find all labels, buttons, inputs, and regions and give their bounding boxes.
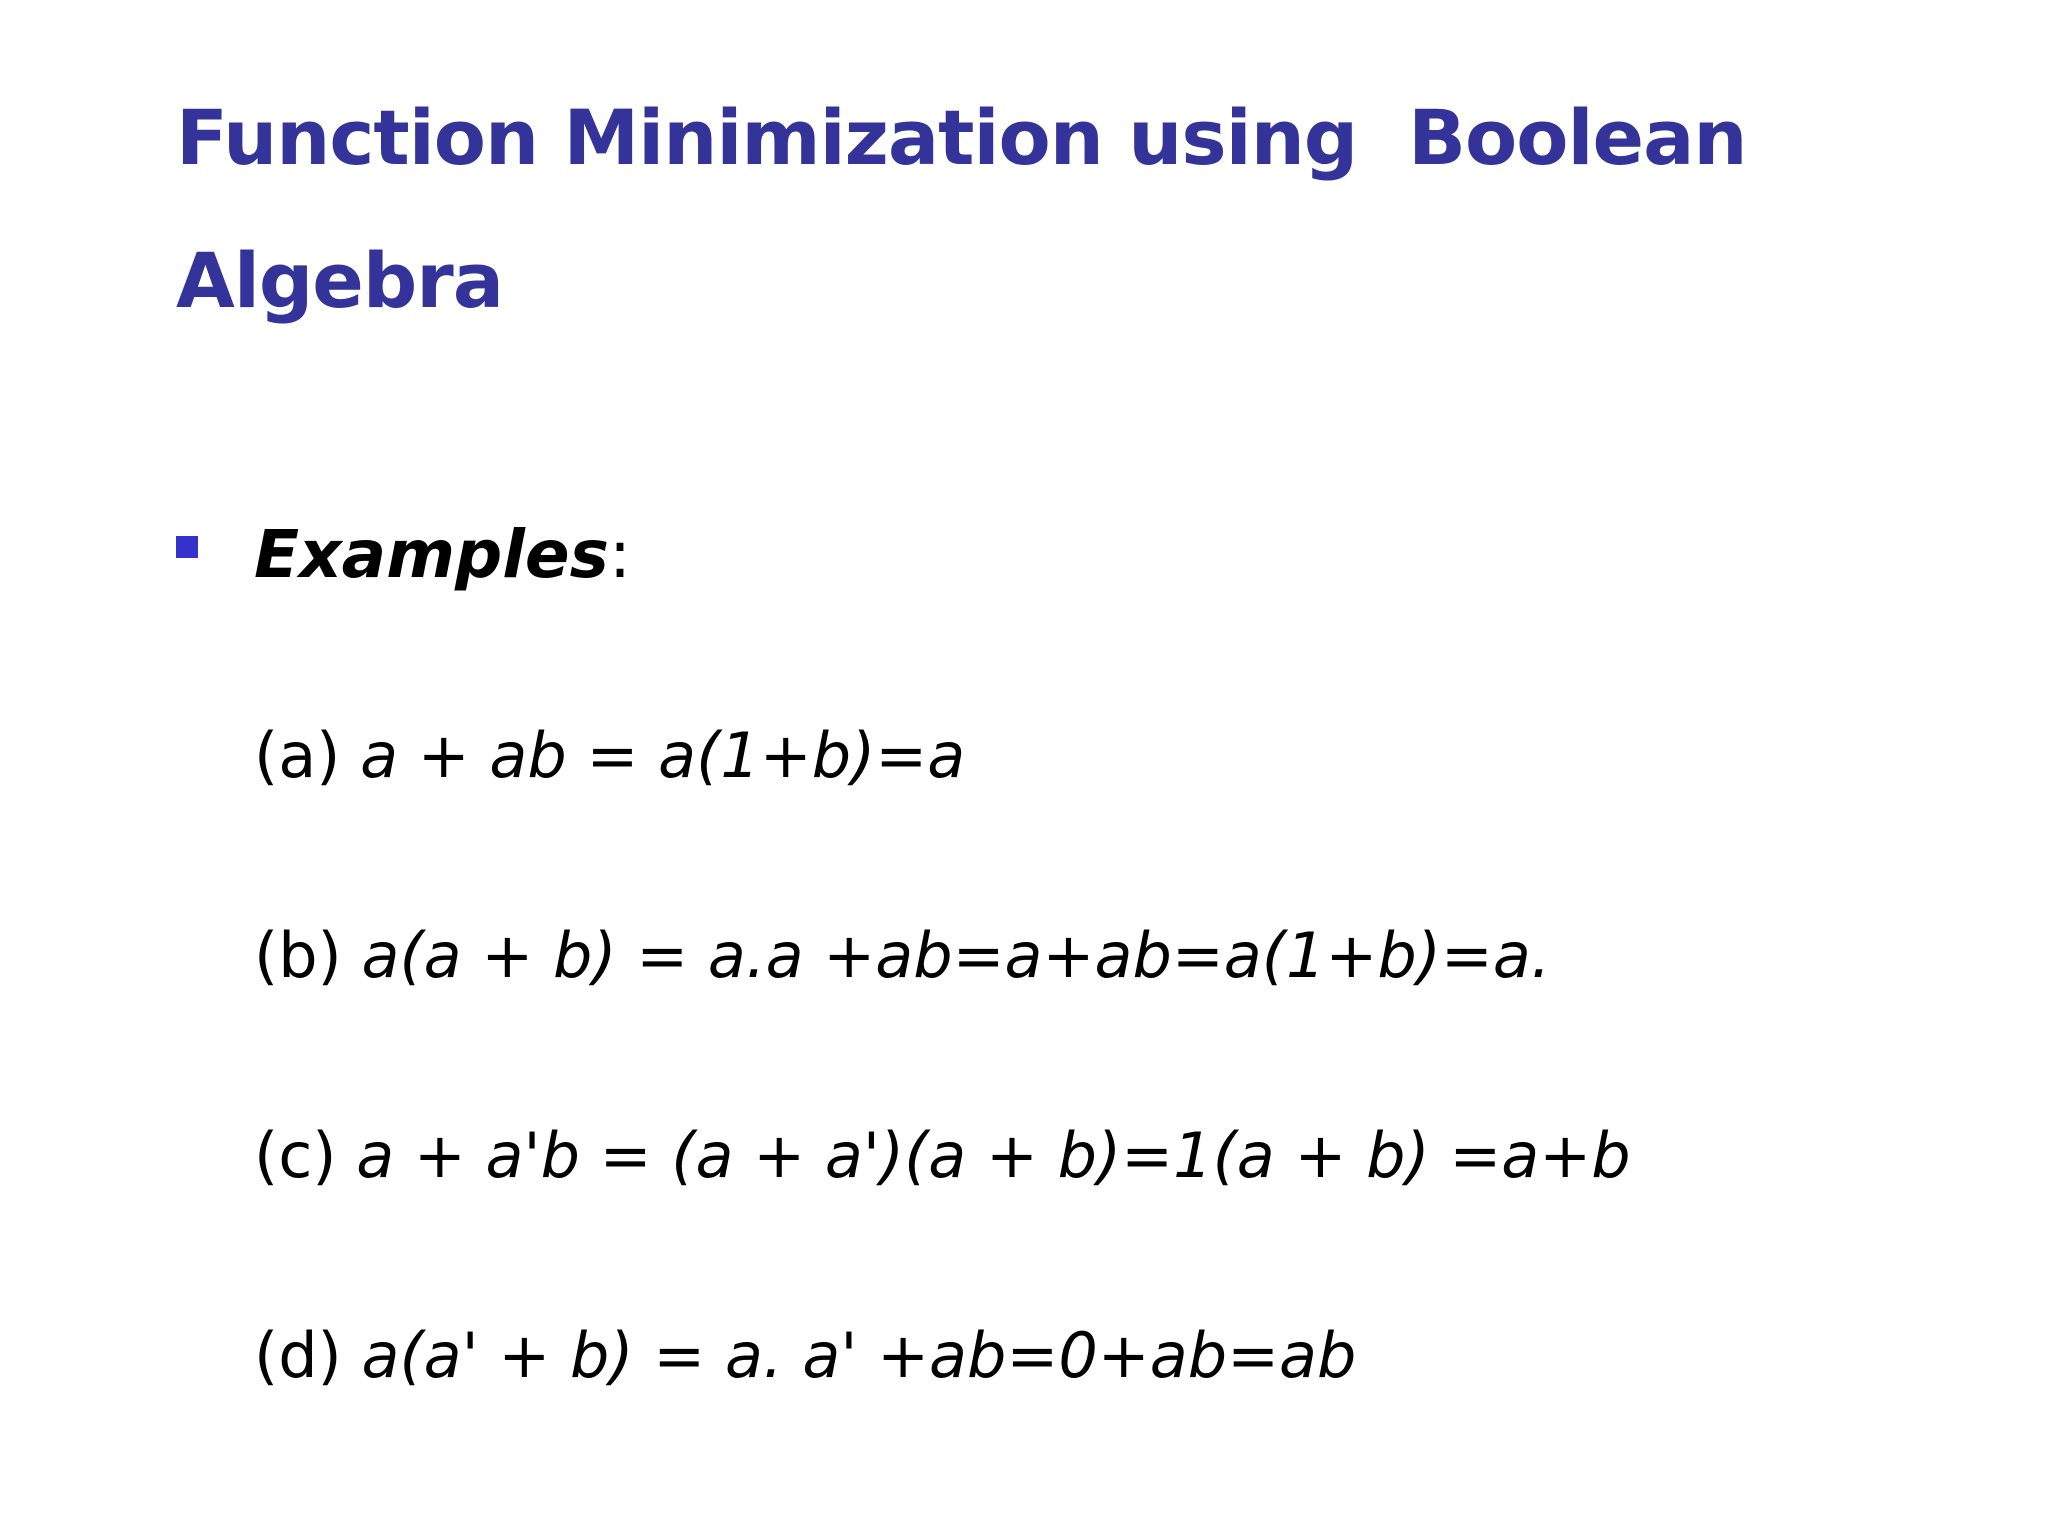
example-a-prefix: (a) [254,719,361,792]
example-c-prefix: (c) [254,1119,357,1192]
bullet-examples [176,505,631,605]
bullet-text [254,505,631,605]
example-c [254,1106,1631,1206]
slide-title [176,66,1896,352]
example-d-prefix: (d) [254,1319,362,1392]
slide-title-line-1: Function Minimization using Boolean [176,93,1747,182]
example-c-expression: a + a'b = (a + a')(a + b)=1(a + b) =a+b [356,1119,1631,1192]
slide-title-line-2: Algebra [176,236,503,325]
example-b-prefix: (b) [254,919,362,992]
bullet-label: Examples [254,516,609,593]
example-b [254,906,1551,1006]
square-bullet-icon [176,536,198,558]
example-a [254,706,965,806]
example-d-expression: a(a' + b) = a. a' +ab=0+ab=ab [361,1319,1357,1392]
example-b-expression: a(a + b) = a.a +ab=a+ab=a(1+b)=a. [361,919,1551,992]
example-a-expression: a + ab = a(1+b)=a [360,719,966,792]
example-d [254,1306,1356,1406]
bullet-suffix: : [608,516,632,593]
